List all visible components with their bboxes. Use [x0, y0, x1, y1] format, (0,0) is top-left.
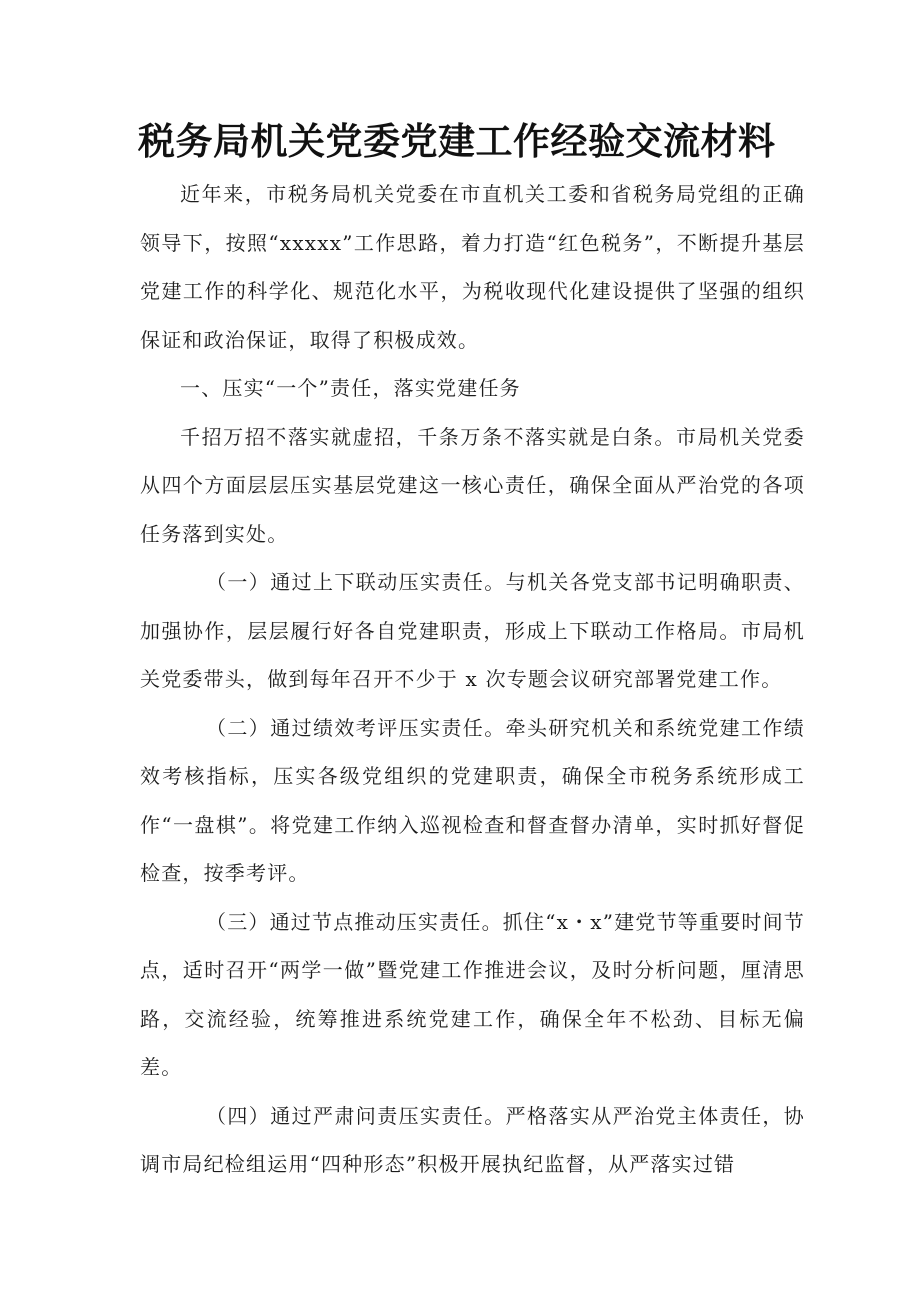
item-4-paragraph: （四）通过严肃问责压实责任。严格落实从严治党主体责任，协调市局纪检组运用“四种形态”积极开展执纪监督，从严落实过错 [140, 1103, 805, 1176]
document-title: 税务局机关党委党建工作经验交流材料 [138, 120, 776, 163]
section-1-intro-paragraph: 千招万招不落实就虚招，千条万条不落实就是白条。市局机关党委从四个方面层层压实基层党建这一核心责任，确保全面从严治党的各项任务落到实处。 [140, 424, 805, 546]
item-2-paragraph: （二）通过绩效考评压实责任。牵头研究机关和系统党建工作绩效考核指标，压实各级党组织的党建职责，确保全市税务系统形成工作“一盘棋”。将党建工作纳入巡视检查和督查督办清单，实时抓好督促检查，按季考评。 [140, 715, 805, 885]
intro-paragraph: 近年来，市税务局机关党委在市直机关工委和省税务局党组的正确领导下，按照“xxxxx”工作思路，着力打造“红色税务”，不断提升基层党建工作的科学化、规范化水平，为税收现代化建设提供了坚强的组织保证和政治保证，取得了积极成效。 [140, 182, 805, 352]
section-1-heading: 一、压实“一个”责任，落实党建任务 [180, 376, 521, 400]
item-1-paragraph: （一）通过上下联动压实责任。与机关各党支部书记明确职责、加强协作，层层履行好各自党建职责，形成上下联动工作格局。市局机关党委带头，做到每年召开不少于 x 次专题会议研究部署党建工作。 [140, 570, 805, 691]
item-3-paragraph: （三）通过节点推动压实责任。抓住“x・x”建党节等重要时间节点，适时召开“两学一做”暨党建工作推进会议，及时分析问题，厘清思路，交流经验，统筹推进系统党建工作，确保全年不松劲、目标无偏差。 [140, 909, 806, 1079]
document-body [140, 170, 805, 1189]
